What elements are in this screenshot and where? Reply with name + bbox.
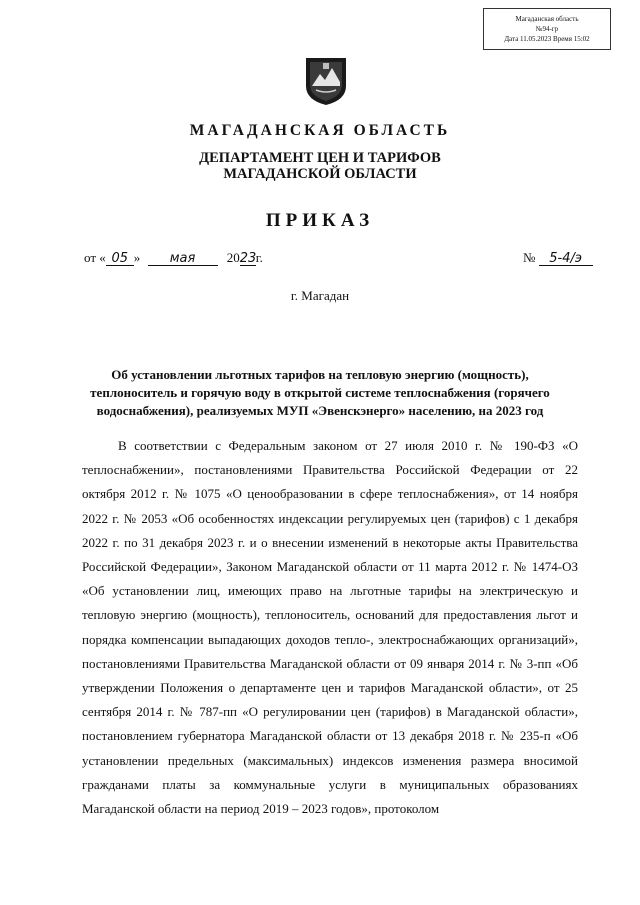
document-type-title: ПРИКАЗ — [265, 210, 375, 231]
date-year-end: г. — [255, 250, 263, 265]
city-line: г. Магадан — [290, 288, 350, 303]
body-paragraph: В соответствии с Федеральным законом от 27 июля 2010 г. № 190-ФЗ «О теплоснабжении», постановлениями Правительства Российской Федерации от 22 октября 2012 г. № 1075 «О ценообразовании в сфере теплоснабжения», от 14 ноября 2022 г. № 2053 «Об особенностях индексации регулируемых цен (тарифов) с 1 декабря 2022 г. по 31 декабря 2023 г. и о внесении изменений в некоторые акты Правительства Российской Федерации», Законом Магаданской области от 11 марта 2012 г. № 1474-ОЗ «Об установлении лиц, имеющих право на льготные тарифы на электрическую и тепловую энергию (мощность), теплоноситель, оснований для предоставления льгот и порядка компенсации выпадающих доходов тепло-, электроснабжающих организаций», постановлениями Правительства Магаданской области от 09 января 2014 г. № 3-пп «Об утверждении Положения о департаменте цен и тарифов Магаданской области», от 25 сентября 2014 г. № 787-пп «О регулировании цен (тарифов) в Магаданской области», постановлением губернатора Магаданской области от 13 декабря 2018 г. № 235-п «Об установлении предельных (максимальных) индексов изменения размера вносимой гражданами платы за коммунальные услуги в муниципальных образованиях Магаданской области на период 2019 – 2023 годов», протоколом — [82, 438, 578, 817]
date-prefix: от « — [84, 250, 106, 265]
stamp-region: Магаданская область — [515, 15, 579, 23]
order-subject — [0, 366, 640, 420]
department-line-2: МАГАДАНСКОЙ ОБЛАСТИ — [223, 166, 417, 182]
subject-line-1: Об установлении льготных тарифов на тепловую энергию (мощность), — [111, 367, 529, 382]
number-handwritten: 5-4/э — [539, 252, 593, 266]
order-date — [84, 250, 263, 266]
department-line-1: ДЕПАРТАМЕНТ ЦЕН И ТАРИФОВ — [199, 150, 441, 166]
subject-line-3: водоснабжения), реализуемых МУП «Эвенскэнерго» населению, на 2023 год — [96, 403, 544, 418]
coat-of-arms-emblem — [303, 56, 349, 106]
date-day-close: » — [133, 250, 141, 265]
date-day-handwritten: 05 — [106, 252, 134, 266]
stamp-number: №94-гр — [535, 25, 559, 33]
region-heading: МАГАДАНСКАЯ ОБЛАСТЬ — [189, 122, 451, 139]
date-year-handwritten: 23 — [239, 251, 257, 266]
order-number — [523, 250, 593, 266]
number-prefix: № — [523, 250, 536, 265]
department-heading — [0, 150, 640, 182]
date-year-prefix: 20 — [226, 250, 240, 265]
subject-line-2: теплоноситель и горячую воду в открытой системе теплоснабжения (горячего — [90, 385, 550, 400]
registration-stamp — [483, 8, 611, 50]
order-body — [82, 434, 578, 821]
date-month-handwritten: мая — [148, 252, 218, 266]
stamp-datetime: Дата 11.05.2023 Время 15:02 — [504, 35, 590, 43]
